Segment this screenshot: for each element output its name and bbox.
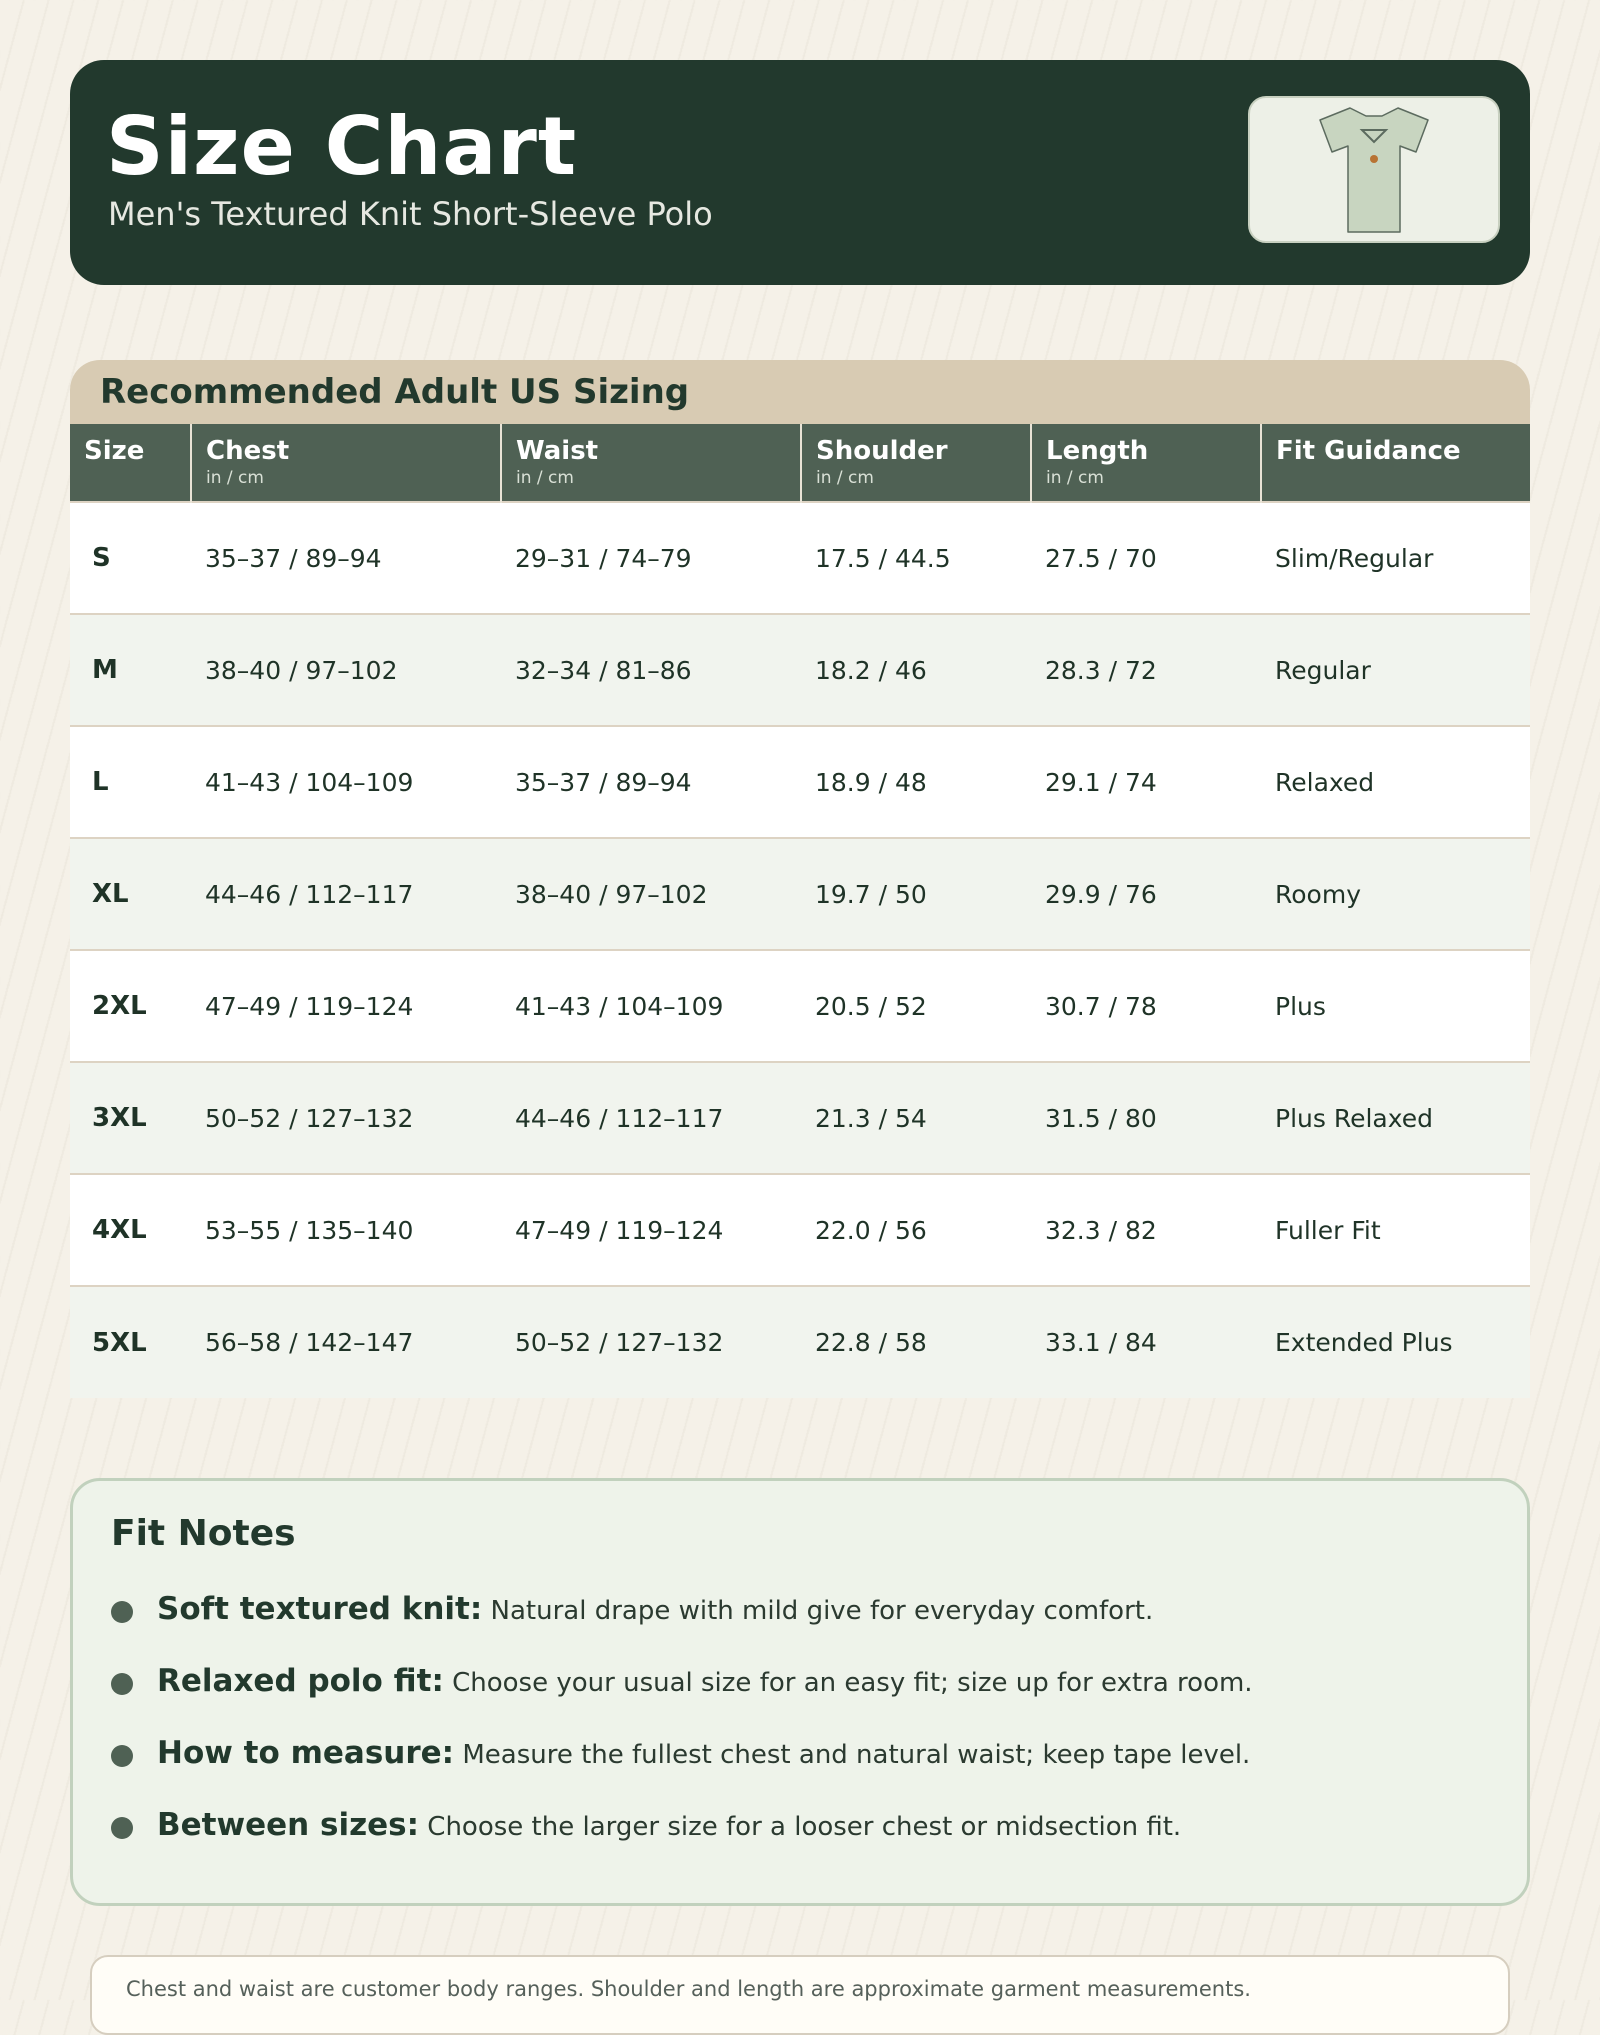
list-item: [111, 1807, 1253, 1879]
size-cell: 5XL: [70, 1286, 191, 1398]
polo-shirt-icon: [1250, 98, 1498, 241]
chest-cell: 38–40 / 97–102: [191, 614, 501, 726]
column-header-fit-guidance: Fit Guidance: [1261, 424, 1530, 502]
size-cell: L: [70, 726, 191, 838]
size-cell: 4XL: [70, 1174, 191, 1286]
length-cell: 30.7 / 78: [1031, 950, 1261, 1062]
size-cell: M: [70, 614, 191, 726]
fit-cell: Plus: [1261, 950, 1530, 1062]
note-text: Choose the larger size for a looser chest or midsection fit.: [427, 1812, 1182, 1842]
header-banner: [70, 60, 1530, 285]
page-subtitle: Men's Textured Knit Short-Sleeve Polo: [108, 195, 713, 233]
note-text: Natural drape with mild give for everyday comfort.: [490, 1596, 1154, 1626]
size-cell: S: [70, 502, 191, 614]
length-cell: 29.9 / 76: [1031, 838, 1261, 950]
table-row: [70, 1174, 1530, 1286]
column-header-shoulder: Shoulder in / cm: [801, 424, 1031, 502]
length-cell: 27.5 / 70: [1031, 502, 1261, 614]
shoulder-cell: 17.5 / 44.5: [801, 502, 1031, 614]
note-label: Relaxed polo fit:: [157, 1663, 444, 1699]
chest-cell: 56–58 / 142–147: [191, 1286, 501, 1398]
table-title: Recommended Adult US Sizing: [100, 372, 690, 412]
shoulder-cell: 18.9 / 48: [801, 726, 1031, 838]
note-text: Measure the fullest chest and natural waist; keep tape level.: [462, 1740, 1251, 1770]
fit-cell: Plus Relaxed: [1261, 1062, 1530, 1174]
fit-notes-title: Fit Notes: [111, 1513, 296, 1554]
shoulder-cell: 22.8 / 58: [801, 1286, 1031, 1398]
note-label: Between sizes:: [157, 1807, 420, 1843]
table-row: [70, 1286, 1530, 1398]
length-cell: 28.3 / 72: [1031, 614, 1261, 726]
list-item: [111, 1591, 1253, 1663]
waist-cell: 32–34 / 81–86: [501, 614, 801, 726]
column-header-chest: Chest in / cm: [191, 424, 501, 502]
list-item: [111, 1663, 1253, 1735]
table-row: [70, 726, 1530, 838]
length-cell: 31.5 / 80: [1031, 1062, 1261, 1174]
footnote-text: Chest and waist are customer body ranges. Shoulder and length are approximate garment measurements.: [126, 1977, 1251, 2001]
fit-cell: Roomy: [1261, 838, 1530, 950]
waist-cell: 38–40 / 97–102: [501, 838, 801, 950]
chest-cell: 50–52 / 127–132: [191, 1062, 501, 1174]
table-row: [70, 502, 1530, 614]
table-row: [70, 614, 1530, 726]
chest-cell: 53–55 / 135–140: [191, 1174, 501, 1286]
waist-cell: 47–49 / 119–124: [501, 1174, 801, 1286]
bullet-icon: [111, 1673, 133, 1695]
chest-cell: 44–46 / 112–117: [191, 838, 501, 950]
list-item: [111, 1735, 1253, 1807]
size-table-card: [70, 360, 1530, 1400]
size-table: [70, 424, 1530, 1398]
footnote-box: [90, 1955, 1510, 2035]
shoulder-cell: 22.0 / 56: [801, 1174, 1031, 1286]
column-header-size: Size: [70, 424, 191, 502]
fit-notes-panel: [70, 1478, 1530, 1906]
shoulder-cell: 20.5 / 52: [801, 950, 1031, 1062]
fit-cell: Slim/Regular: [1261, 502, 1530, 614]
length-cell: 32.3 / 82: [1031, 1174, 1261, 1286]
shoulder-cell: 19.7 / 50: [801, 838, 1031, 950]
waist-cell: 50–52 / 127–132: [501, 1286, 801, 1398]
bullet-icon: [111, 1745, 133, 1767]
length-cell: 29.1 / 74: [1031, 726, 1261, 838]
waist-cell: 29–31 / 74–79: [501, 502, 801, 614]
fit-cell: Extended Plus: [1261, 1286, 1530, 1398]
shoulder-cell: 21.3 / 54: [801, 1062, 1031, 1174]
chest-cell: 41–43 / 104–109: [191, 726, 501, 838]
table-header-row: [70, 424, 1530, 502]
note-label: Soft textured knit:: [157, 1591, 483, 1627]
note-label: How to measure:: [157, 1735, 455, 1771]
waist-cell: 44–46 / 112–117: [501, 1062, 801, 1174]
fit-cell: Relaxed: [1261, 726, 1530, 838]
table-row: [70, 838, 1530, 950]
column-header-waist: Waist in / cm: [501, 424, 801, 502]
fit-notes-list: [111, 1591, 1253, 1879]
column-header-length: Length in / cm: [1031, 424, 1261, 502]
size-cell: 3XL: [70, 1062, 191, 1174]
length-cell: 33.1 / 84: [1031, 1286, 1261, 1398]
chest-cell: 47–49 / 119–124: [191, 950, 501, 1062]
waist-cell: 35–37 / 89–94: [501, 726, 801, 838]
bullet-icon: [111, 1817, 133, 1839]
table-row: [70, 1062, 1530, 1174]
shoulder-cell: 18.2 / 46: [801, 614, 1031, 726]
button-icon: [1370, 155, 1378, 163]
chest-cell: 35–37 / 89–94: [191, 502, 501, 614]
fit-cell: Fuller Fit: [1261, 1174, 1530, 1286]
size-cell: 2XL: [70, 950, 191, 1062]
size-cell: XL: [70, 838, 191, 950]
bullet-icon: [111, 1601, 133, 1623]
fit-cell: Regular: [1261, 614, 1530, 726]
product-image: [1248, 96, 1500, 243]
waist-cell: 41–43 / 104–109: [501, 950, 801, 1062]
table-title-bar: [70, 360, 1530, 424]
table-row: [70, 950, 1530, 1062]
note-text: Choose your usual size for an easy fit; size up for extra room.: [452, 1668, 1253, 1698]
page-title: Size Chart: [106, 100, 578, 193]
